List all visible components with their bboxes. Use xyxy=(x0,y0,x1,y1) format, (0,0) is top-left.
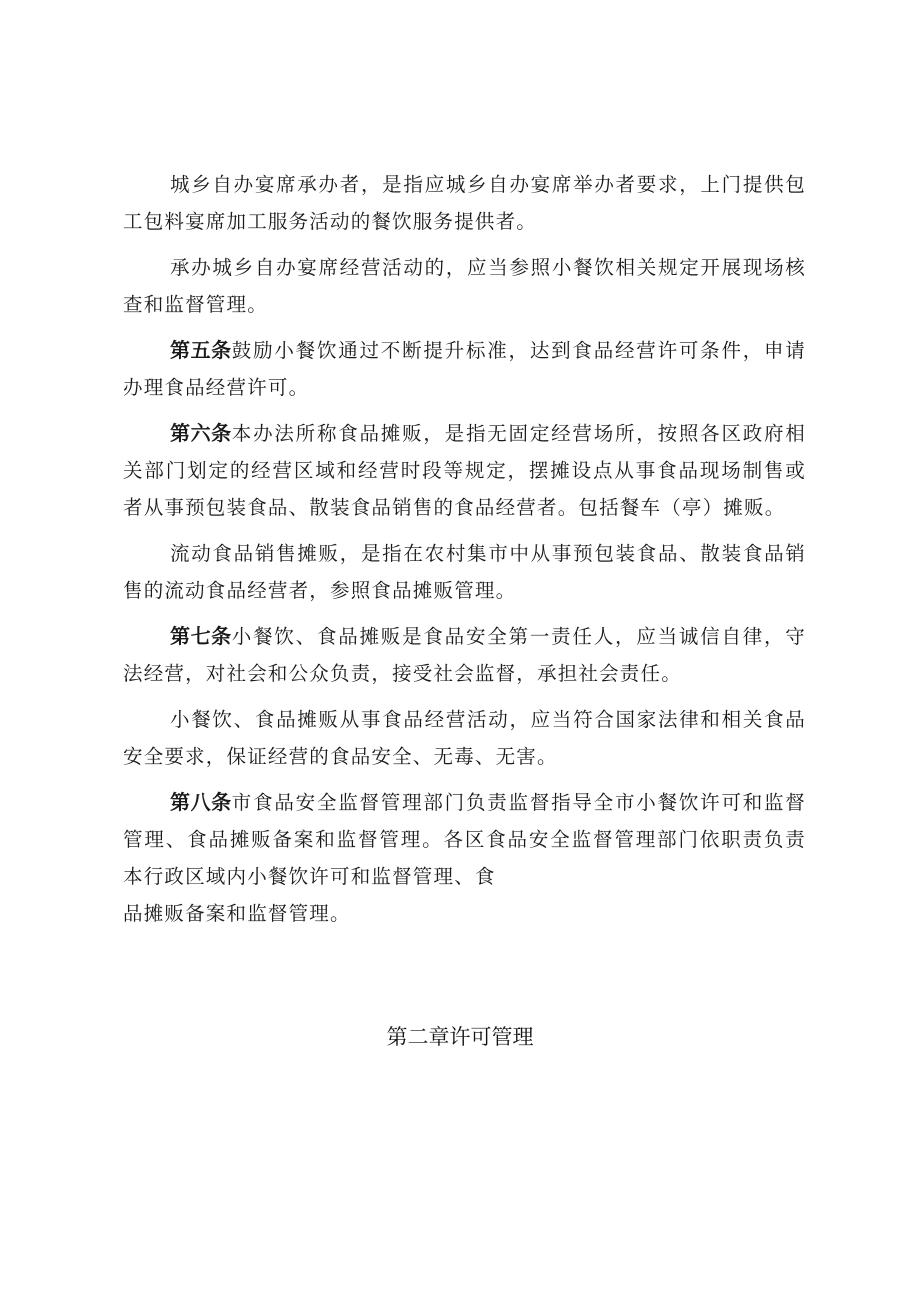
article-7 xyxy=(123,618,806,692)
chapter-heading: 第二章许可管理 xyxy=(386,1025,534,1049)
article-number: 第七条 xyxy=(170,624,232,648)
article-6 xyxy=(123,415,806,526)
article-number: 第八条 xyxy=(170,790,232,814)
paragraph-1 xyxy=(123,166,806,240)
article-8 xyxy=(123,784,806,895)
paragraph-5 xyxy=(123,535,806,609)
paragraph-text: 流动食品销售摊贩，是指在农村集市中从事预包装食品、散装食品销售的流动食品经营者，参照食品摊贩管理。 xyxy=(123,542,806,602)
article-number: 第五条 xyxy=(170,338,232,362)
article-8-continuation: 品摊贩备案和监督管理。 xyxy=(123,902,351,925)
paragraph-text: 小餐饮、食品摊贩从事食品经营活动，应当符合国家法律和相关食品安全要求，保证经营的食品安全、无毒、无害。 xyxy=(123,708,806,768)
paragraph-text: 市食品安全监督管理部门负责监督指导全市小餐饮许可和监督管理、食品摊贩备案和监督管理。各区食品安全监督管理部门依职责负责本行政区域内小餐饮许可和监督管理、食 xyxy=(123,791,807,888)
paragraph-2 xyxy=(123,249,806,323)
paragraph-text: 本办法所称食品摊贩，是指无固定经营场所，按照各区政府相关部门划定的经营区域和经营时段等规定，摆摊设点从事食品现场制售或者从事预包装食品、散装食品销售的食品经营者。包括餐车（亭）摊贩。 xyxy=(123,422,807,519)
paragraph-text: 承办城乡自办宴席经营活动的，应当参照小餐饮相关规定开展现场核查和监督管理。 xyxy=(123,256,806,316)
document-body xyxy=(123,166,806,932)
article-number: 第六条 xyxy=(170,421,232,445)
paragraph-7 xyxy=(123,701,806,775)
article-5 xyxy=(123,332,806,406)
paragraph-text: 鼓励小餐饮通过不断提升标准，达到食品经营许可条件，申请办理食品经营许可。 xyxy=(123,339,807,399)
paragraph-text: 小餐饮、食品摊贩是食品安全第一责任人，应当诚信自律，守法经营，对社会和公众负责，接受社会监督，承担社会责任。 xyxy=(123,625,807,685)
paragraph-text: 城乡自办宴席承办者，是指应城乡自办宴席举办者要求，上门提供包工包料宴席加工服务活动的餐饮服务提供者。 xyxy=(123,173,806,233)
